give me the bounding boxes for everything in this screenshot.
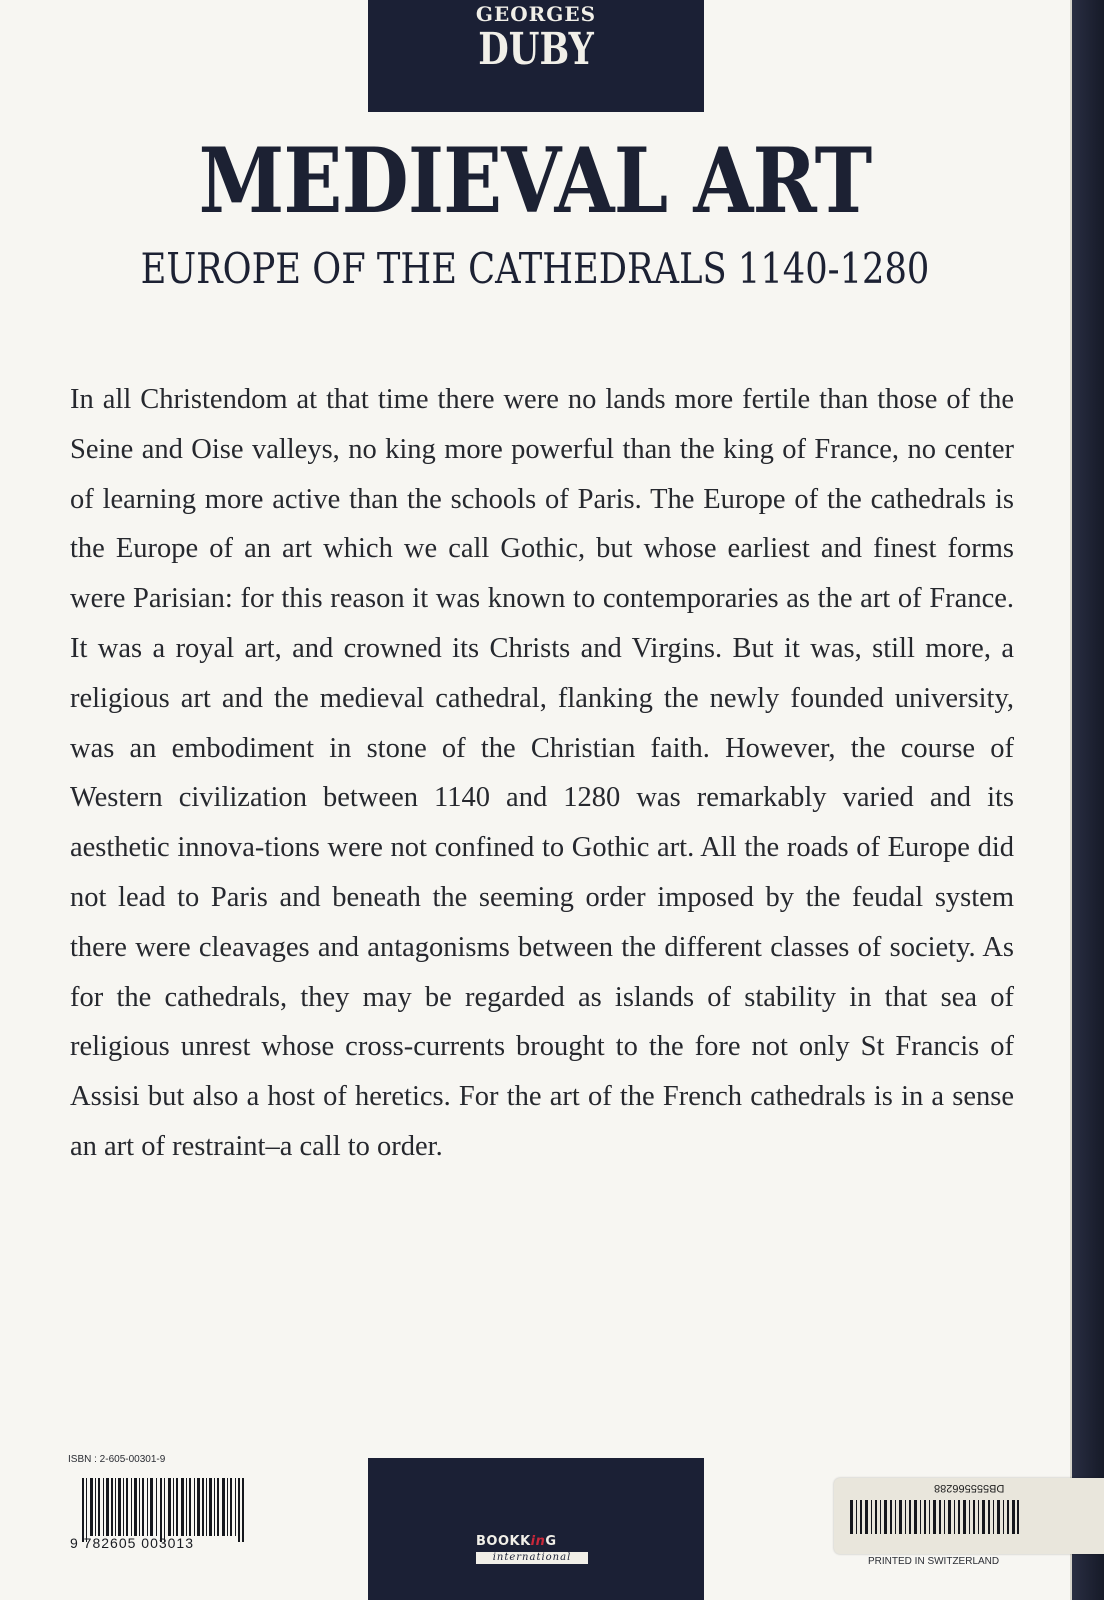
- library-barcode: [850, 1500, 1020, 1534]
- library-sticker-code: DB555566288: [934, 1482, 1005, 1494]
- book-title: MEDIEVAL ART: [198, 128, 872, 234]
- publisher-logo-in: in: [530, 1534, 546, 1549]
- author-box: [368, 0, 704, 112]
- isbn-barcode-digits: 9 782605 003013: [70, 1535, 194, 1551]
- publisher-box: [368, 1458, 704, 1600]
- publisher-logo-subline: international: [476, 1552, 588, 1564]
- printed-in-label: PRINTED IN SWITZERLAND: [868, 1556, 1000, 1567]
- blurb-text: In all Christendom at that time there were no lands more fertile than those of the Seine and Oise valleys, no king more powerful than the king of France, no center of learning more active than the schools of Paris. The Europe of the cathedrals is the Europe of an art which we call Gothic, but whose earliest and finest forms were Parisian: for this reason it was known to contemporaries as the art of France. It was a royal art, and crowned its Christs and Virgins. But it was, still more, a religious art and the medieval cathedral, flanking the newly founded university, was an embodiment in stone of the Christian faith. However, the course of Western civilization between 1140 and 1280 was remarkably varied and its aesthetic innova-tions were not confined to Gothic art. All the roads of Europe did not lead to Paris and beneath the seeming order imposed by the feudal system there were cleavages and antagonisms between the different classes of society. As for the cathedrals, they may be regarded as islands of stability in that sea of religious unrest whose cross-currents brought to the fore not only St Francis of Assisi but also a host of heretics. For the art of the French cathedrals is in a sense an art of restraint–a call to order.: [70, 384, 1014, 1162]
- publisher-logo-suffix: G: [545, 1534, 557, 1549]
- library-sticker: [834, 1478, 1104, 1554]
- cover-edge: [1070, 0, 1104, 1600]
- publisher-logo-prefix: BOOKK: [476, 1534, 531, 1549]
- publisher-logo: [476, 1534, 557, 1549]
- author-first-name: GEORGES: [475, 2, 597, 26]
- book-subtitle: EUROPE OF THE CATHEDRALS 1140-1280: [140, 244, 930, 293]
- isbn-label: ISBN : 2-605-00301-9: [68, 1454, 166, 1465]
- author-last-name: DUBY: [478, 24, 594, 75]
